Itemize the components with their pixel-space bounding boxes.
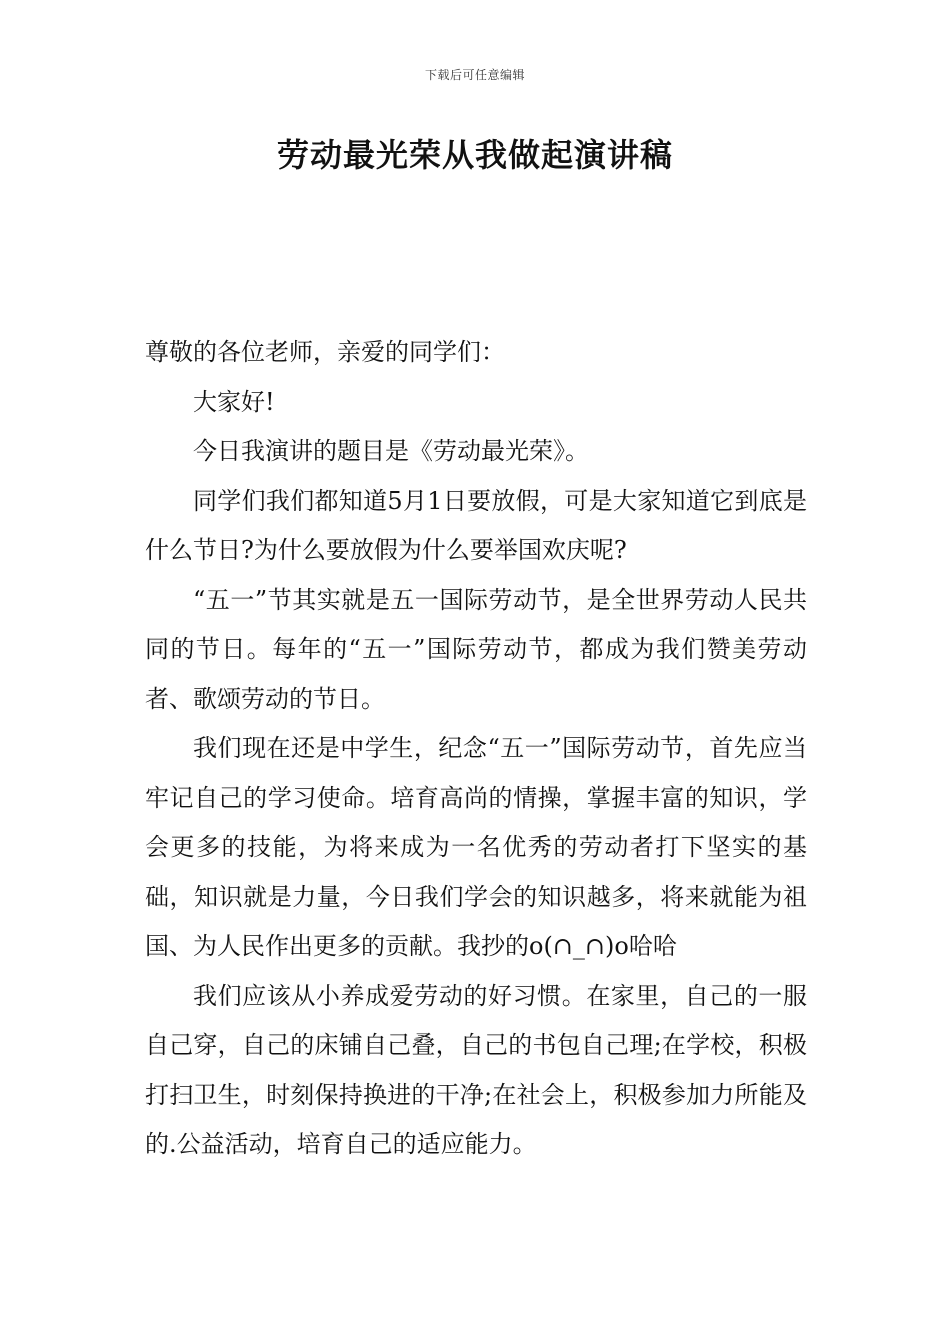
body-paragraph: 我们现在还是中学生，纪念“五一”国际劳动节，首先应当牢记自己的学习使命。培育高尚的情操，掌握丰富的知识，学会更多的技能，为将来成为一名优秀的劳动者打下坚实的基础，知识就是力量，今日我们学会的知识越多，将来就能为祖国、为人民作出更多的贡献。我抄的o(∩_∩)o哈哈: [145, 734, 807, 960]
header-note: 下载后可任意编辑: [424, 68, 525, 82]
salutation-paragraph: 尊敬的各位老师，亲爱的同学们：: [145, 338, 505, 366]
body-paragraph: “五一”节其实就是五一国际劳动节，是全世界劳动人民共同的节日。每年的“五一”国际劳动节，都成为我们赞美劳动者、歌颂劳动的节日。: [145, 585, 807, 713]
document-body: [145, 328, 807, 1170]
body-paragraph: 我们应该从小养成爱劳动的好习惯。在家里，自己的一服自己穿，自己的床铺自己叠，自己的书包自己理;在学校，积极打扫卫生，时刻保持换进的干净;在社会上，积极参加力所能及的.公益活动，培育自己的适应能力。: [145, 981, 807, 1158]
topic-paragraph: 今日我演讲的题目是《劳动最光荣》。: [193, 437, 589, 465]
body-paragraph: 同学们我们都知道5月1日要放假，可是大家知道它到底是什么节日?为什么要放假为什么要举国欢庆呢?: [145, 486, 807, 564]
document-title: 劳动最光荣从我做起演讲稿: [276, 136, 673, 174]
greeting-paragraph: 大家好!: [193, 387, 275, 416]
